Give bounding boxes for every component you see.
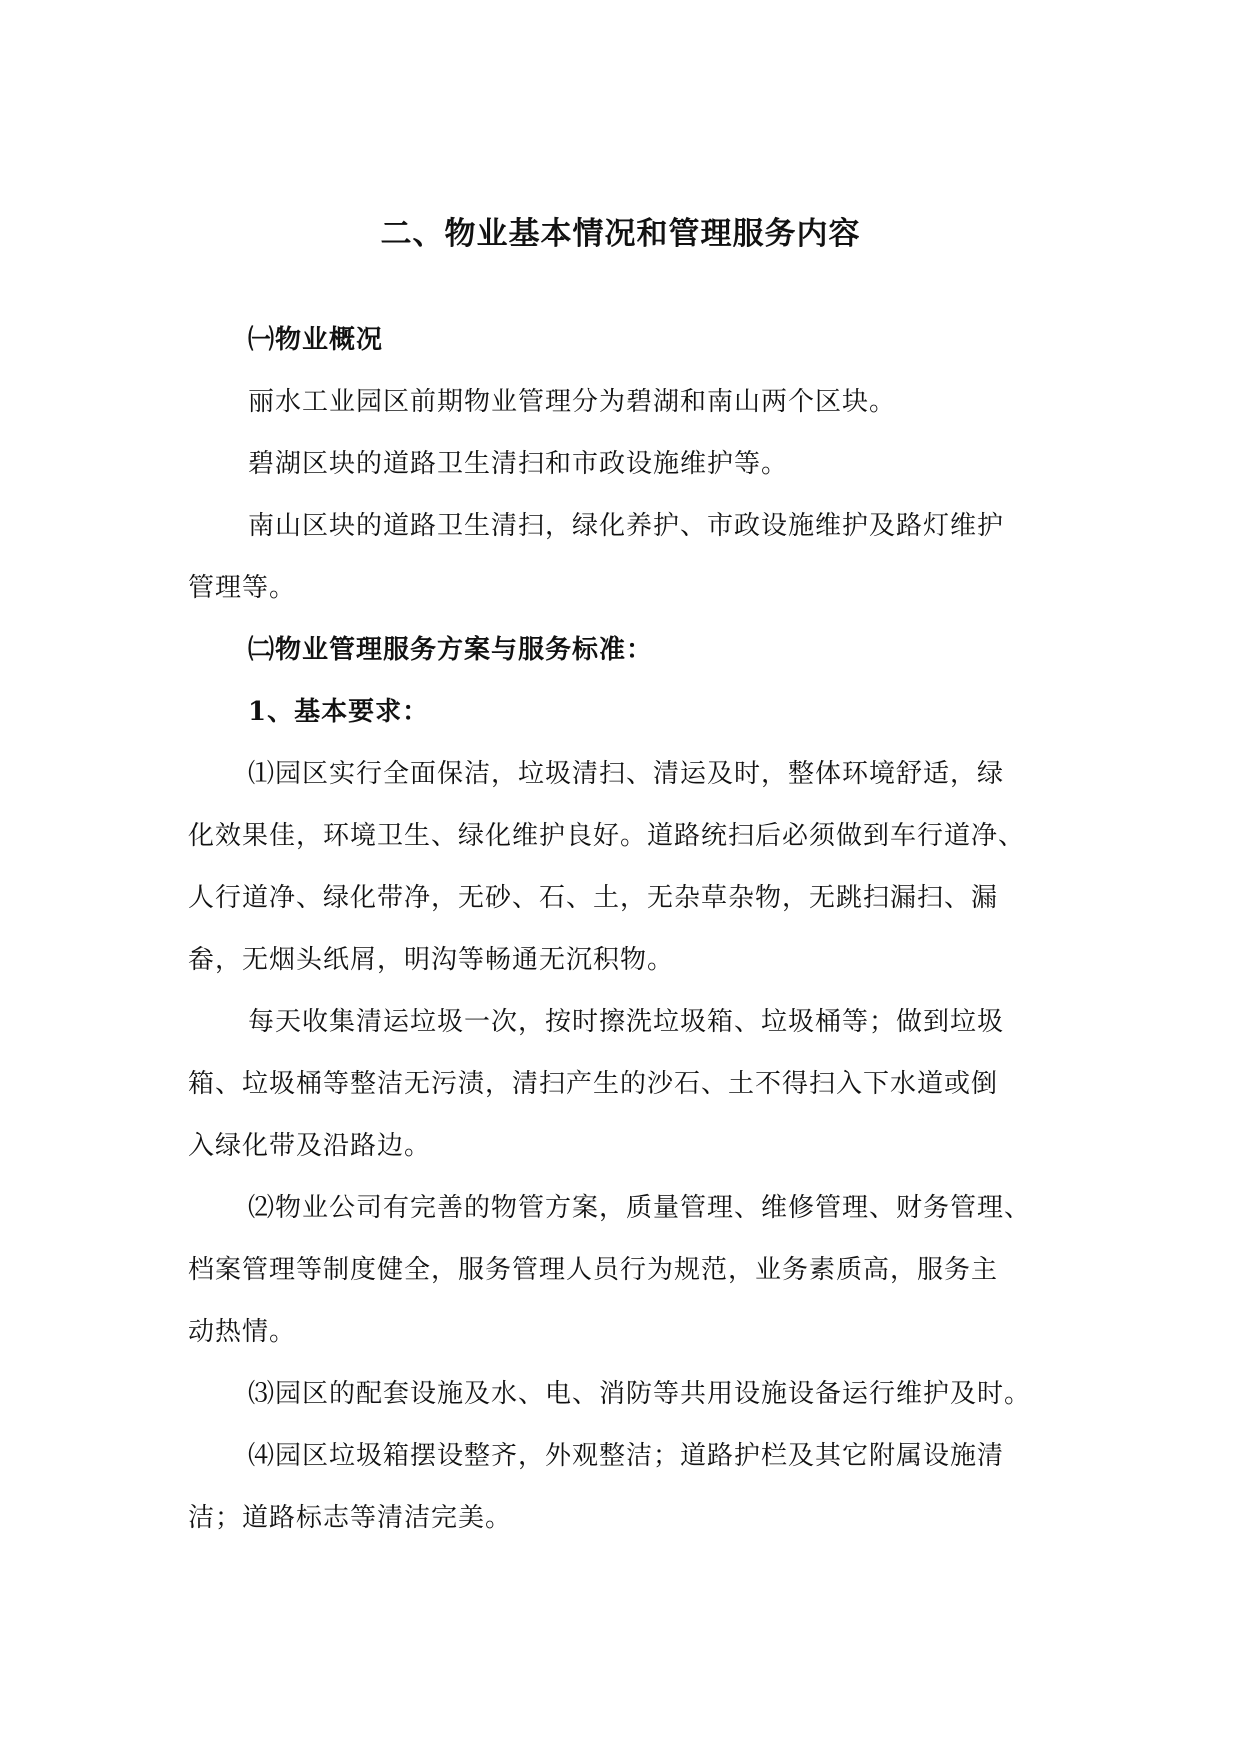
paragraph-line: 动热情。: [188, 1317, 297, 1347]
paragraph-line: ⑷园区垃圾箱摆设整齐，外观整洁；道路护栏及其它附属设施清: [248, 1441, 1005, 1471]
paragraph-line: 畚，无烟头纸屑，明沟等畅通无沉积物。: [188, 945, 675, 975]
paragraph-line: 丽水工业园区前期物业管理分为碧湖和南山两个区块。: [248, 387, 897, 417]
paragraph-line: 档案管理等制度健全，服务管理人员行为规范，业务素质高，服务主: [188, 1255, 999, 1285]
paragraph-line: 碧湖区块的道路卫生清扫和市政设施维护等。: [248, 449, 789, 479]
page-title: 二、物业基本情况和管理服务内容: [380, 216, 861, 252]
section-heading-service-plan: ㈡物业管理服务方案与服务标准：: [248, 635, 654, 665]
subheading-basic-requirements: 1、基本要求：: [248, 697, 430, 727]
paragraph-line: ⑴园区实行全面保洁，垃圾清扫、清运及时，整体环境舒适，绿: [248, 759, 1005, 789]
paragraph-line: ⑶园区的配套设施及水、电、消防等共用设施设备运行维护及时。: [248, 1379, 1032, 1409]
paragraph-line: 管理等。: [188, 573, 297, 603]
paragraph-line: 入绿化带及沿路边。: [188, 1131, 432, 1161]
paragraph-line: 化效果佳，环境卫生、绿化维护良好。道路统扫后必须做到车行道净、: [188, 821, 1026, 851]
paragraph-line: 每天收集清运垃圾一次，按时擦洗垃圾箱、垃圾桶等；做到垃圾: [248, 1007, 1005, 1037]
paragraph-line: 南山区块的道路卫生清扫，绿化养护、市政设施维护及路灯维护: [248, 511, 1005, 541]
paragraph-line: 人行道净、绿化带净，无砂、石、土，无杂草杂物，无跳扫漏扫、漏: [188, 883, 999, 913]
paragraph-line: 箱、垃圾桶等整洁无污渍，清扫产生的沙石、土不得扫入下水道或倒: [188, 1069, 999, 1099]
section-heading-overview: ㈠物业概况: [248, 325, 384, 355]
paragraph-line: 洁；道路标志等清洁完美。: [188, 1503, 513, 1533]
paragraph-line: ⑵物业公司有完善的物管方案，质量管理、维修管理、财务管理、: [248, 1193, 1032, 1223]
